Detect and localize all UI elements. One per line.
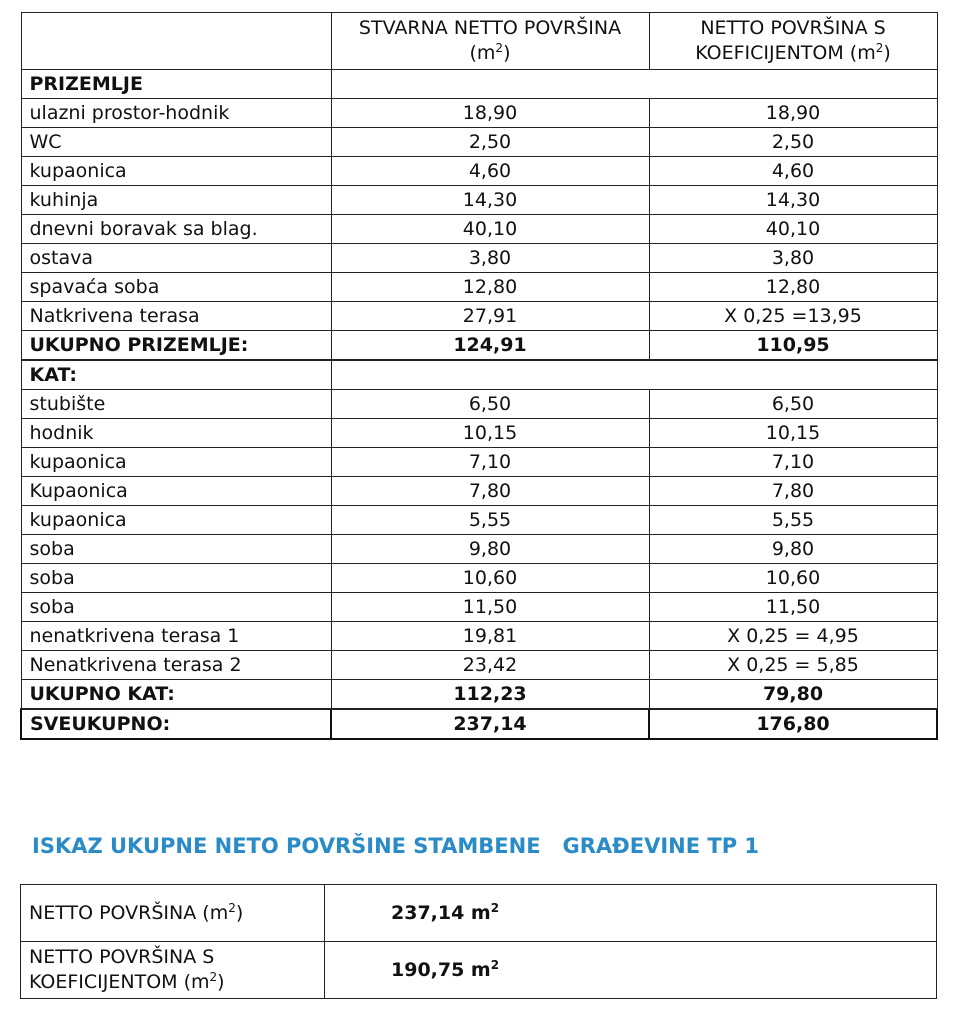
- table-row: [21, 477, 937, 506]
- header-actual-unit: (m: [469, 42, 496, 64]
- room-name-cell: kupaonica: [21, 506, 331, 535]
- grand-total-row: [21, 709, 937, 739]
- summary-value-sup: 2: [490, 900, 500, 915]
- summary-table: [20, 884, 937, 999]
- table-row: [21, 157, 937, 186]
- summary-label-text: NETTO POVRŠINA (m: [29, 901, 229, 924]
- summary-row-net-area: [21, 885, 937, 942]
- coef-area-cell: 7,10: [649, 448, 937, 477]
- coef-area-cell: 14,30: [649, 186, 937, 215]
- actual-area-cell: 5,55: [331, 506, 649, 535]
- summary-label-sup: 2: [228, 900, 236, 915]
- section-fill: [331, 360, 937, 390]
- coef-area-cell: 11,50: [649, 593, 937, 622]
- table-row: [21, 564, 937, 593]
- header-actual-area: [331, 13, 649, 70]
- summary-value-text: 190,75 m: [391, 958, 491, 981]
- summary-value-text: 237,14 m: [391, 901, 491, 924]
- total-actual: 112,23: [331, 680, 649, 710]
- table-row: [21, 128, 937, 157]
- table-row: [21, 593, 937, 622]
- grand-total-actual: 237,14: [331, 709, 649, 739]
- actual-area-cell: 10,60: [331, 564, 649, 593]
- room-name-cell: nenatkrivena terasa 1: [21, 622, 331, 651]
- coef-area-cell: X 0,25 = 5,85: [649, 651, 937, 680]
- header-actual-unit-sup: 2: [495, 41, 504, 55]
- table-header-row: [21, 13, 937, 70]
- total-row-upper-floor: [21, 680, 937, 710]
- actual-area-cell: 9,80: [331, 535, 649, 564]
- coef-area-cell: 10,15: [649, 419, 937, 448]
- summary-section-title: ISKAZ UKUPNE NETO POVRŠINE STAMBENE GRAĐEVINE TP 1: [32, 834, 760, 858]
- room-name-cell: kupaonica: [21, 448, 331, 477]
- table-row: [21, 419, 937, 448]
- total-coef: 110,95: [649, 331, 937, 361]
- table-row: [21, 302, 937, 331]
- room-name-cell: kuhinja: [21, 186, 331, 215]
- coef-area-cell: 2,50: [649, 128, 937, 157]
- actual-area-cell: 7,80: [331, 477, 649, 506]
- actual-area-cell: 19,81: [331, 622, 649, 651]
- section-title-upper-floor: KAT:: [21, 360, 331, 390]
- actual-area-cell: 7,10: [331, 448, 649, 477]
- header-coef-unit-close: ): [883, 42, 891, 64]
- coef-area-cell: 12,80: [649, 273, 937, 302]
- summary-label-coef-area: [21, 942, 325, 999]
- room-name-cell: WC: [21, 128, 331, 157]
- table-row: [21, 244, 937, 273]
- room-name-cell: hodnik: [21, 419, 331, 448]
- total-label: UKUPNO PRIZEMLJE:: [21, 331, 331, 361]
- room-name-cell: ostava: [21, 244, 331, 273]
- room-name-cell: ulazni prostor-hodnik: [21, 99, 331, 128]
- table-row: [21, 506, 937, 535]
- room-name-cell: soba: [21, 564, 331, 593]
- room-name-cell: soba: [21, 535, 331, 564]
- header-actual-unit-close: ): [503, 42, 511, 64]
- actual-area-cell: 23,42: [331, 651, 649, 680]
- coef-area-cell: 5,55: [649, 506, 937, 535]
- room-name-cell: dnevni boravak sa blag.: [21, 215, 331, 244]
- table-row: [21, 448, 937, 477]
- actual-area-cell: 14,30: [331, 186, 649, 215]
- coef-area-cell: 40,10: [649, 215, 937, 244]
- summary-row-coef-area: [21, 942, 937, 999]
- section-row-ground-floor: [21, 70, 937, 99]
- upper-floor-rows: [21, 390, 937, 680]
- summary-value-coef-area: [325, 942, 937, 999]
- actual-area-cell: 10,15: [331, 419, 649, 448]
- total-coef: 79,80: [649, 680, 937, 710]
- grand-total-label: SVEUKUPNO:: [21, 709, 331, 739]
- actual-area-cell: 12,80: [331, 273, 649, 302]
- header-coef-unit: KOEFICIJENTOM (m: [695, 42, 876, 64]
- table-row: [21, 535, 937, 564]
- room-name-cell: kupaonica: [21, 157, 331, 186]
- summary-label-line1: NETTO POVRŠINA S: [29, 946, 215, 969]
- area-table: [20, 12, 938, 740]
- actual-area-cell: 27,91: [331, 302, 649, 331]
- room-name-cell: Kupaonica: [21, 477, 331, 506]
- header-coef-unit-sup: 2: [875, 41, 884, 55]
- summary-value-net-area: [325, 885, 937, 942]
- actual-area-cell: 3,80: [331, 244, 649, 273]
- table-row: [21, 215, 937, 244]
- actual-area-cell: 40,10: [331, 215, 649, 244]
- actual-area-cell: 18,90: [331, 99, 649, 128]
- summary-label-line2: KOEFICIJENTOM (m: [29, 971, 210, 993]
- actual-area-cell: 4,60: [331, 157, 649, 186]
- header-empty-cell: [21, 13, 331, 70]
- table-row: [21, 390, 937, 419]
- room-name-cell: spavaća soba: [21, 273, 331, 302]
- summary-label-sup: 2: [209, 970, 218, 984]
- table-row: [21, 651, 937, 680]
- table-row: [21, 622, 937, 651]
- summary-label-close: ): [217, 971, 225, 993]
- summary-value-sup: 2: [490, 957, 500, 972]
- total-label: UKUPNO KAT:: [21, 680, 331, 710]
- section-fill: [331, 70, 937, 99]
- actual-area-cell: 2,50: [331, 128, 649, 157]
- coef-area-cell: 10,60: [649, 564, 937, 593]
- coef-area-cell: 6,50: [649, 390, 937, 419]
- header-coef-title: NETTO POVRŠINA S: [700, 17, 886, 40]
- room-name-cell: Natkrivena terasa: [21, 302, 331, 331]
- coef-area-cell: X 0,25 = 4,95: [649, 622, 937, 651]
- summary-label-net-area: [21, 885, 325, 942]
- coef-area-cell: X 0,25 =13,95: [649, 302, 937, 331]
- coef-area-cell: 3,80: [649, 244, 937, 273]
- room-name-cell: Nenatkrivena terasa 2: [21, 651, 331, 680]
- table-row: [21, 273, 937, 302]
- header-coef-area: [649, 13, 937, 70]
- room-name-cell: soba: [21, 593, 331, 622]
- section-row-upper-floor: [21, 360, 937, 390]
- ground-floor-rows: [21, 99, 937, 331]
- coef-area-cell: 18,90: [649, 99, 937, 128]
- section-title-ground-floor: PRIZEMLJE: [21, 70, 331, 99]
- header-actual-title: STVARNA NETTO POVRŠINA: [358, 17, 622, 40]
- actual-area-cell: 6,50: [331, 390, 649, 419]
- coef-area-cell: 7,80: [649, 477, 937, 506]
- table-row: [21, 99, 937, 128]
- total-actual: 124,91: [331, 331, 649, 361]
- grand-total-coef: 176,80: [649, 709, 937, 739]
- coef-area-cell: 4,60: [649, 157, 937, 186]
- coef-area-cell: 9,80: [649, 535, 937, 564]
- total-row-ground-floor: [21, 331, 937, 361]
- table-row: [21, 186, 937, 215]
- actual-area-cell: 11,50: [331, 593, 649, 622]
- summary-label-close: ): [235, 901, 244, 924]
- room-name-cell: stubište: [21, 390, 331, 419]
